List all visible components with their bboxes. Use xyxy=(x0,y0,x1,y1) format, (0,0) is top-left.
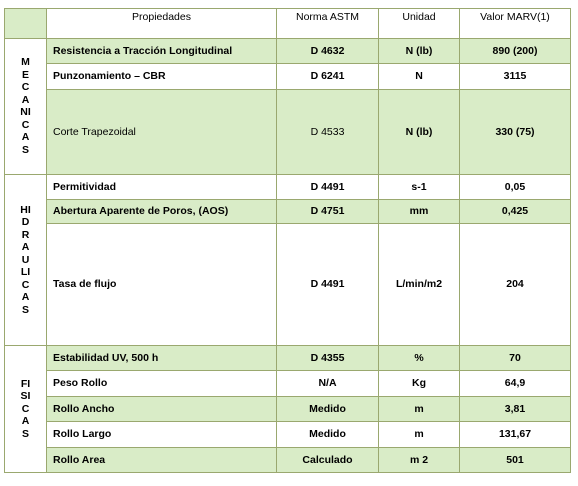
cell-norma: D 6241 xyxy=(277,64,379,90)
table-row xyxy=(5,448,571,473)
table-row xyxy=(5,371,571,397)
cell-norma: D 4491 xyxy=(277,175,379,200)
cell-norma: Medido xyxy=(277,397,379,422)
cell-propiedad: Punzonamiento – CBR xyxy=(47,64,277,90)
group-label-text: HIDRAULICAS xyxy=(20,203,31,316)
cell-propiedad: Permitividad xyxy=(47,175,277,200)
cell-propiedad: Rollo Area xyxy=(47,448,277,473)
header-valor: Valor MARV(1) xyxy=(460,9,571,39)
cell-valor: 501 xyxy=(460,448,571,473)
table-header-row xyxy=(5,9,571,39)
cell-norma: D 4632 xyxy=(277,39,379,64)
cell-propiedad: Estabilidad UV, 500 h xyxy=(47,346,277,371)
cell-unidad: N (lb) xyxy=(379,39,460,64)
cell-valor: 3115 xyxy=(460,64,571,90)
cell-valor: 204 xyxy=(460,224,571,346)
table-row xyxy=(5,90,571,175)
cell-unidad: s-1 xyxy=(379,175,460,200)
cell-norma: D 4355 xyxy=(277,346,379,371)
cell-unidad: L/min/m2 xyxy=(379,224,460,346)
table-row xyxy=(5,346,571,371)
cell-propiedad: Peso Rollo xyxy=(47,371,277,397)
cell-norma: D 4491 xyxy=(277,224,379,346)
cell-norma: D 4533 xyxy=(277,90,379,175)
table-row xyxy=(5,200,571,224)
cell-valor: 70 xyxy=(460,346,571,371)
cell-unidad: m xyxy=(379,397,460,422)
cell-norma: Calculado xyxy=(277,448,379,473)
properties-table xyxy=(4,8,571,473)
cell-propiedad: Corte Trapezoidal xyxy=(47,90,277,175)
cell-propiedad: Rollo Ancho xyxy=(47,397,277,422)
cell-valor: 64,9 xyxy=(460,371,571,397)
cell-unidad: N xyxy=(379,64,460,90)
header-corner-cell xyxy=(5,9,47,39)
cell-norma: N/A xyxy=(277,371,379,397)
cell-unidad: mm xyxy=(379,200,460,224)
group-label-mecanicas xyxy=(5,39,47,175)
cell-unidad: m 2 xyxy=(379,448,460,473)
table-row xyxy=(5,175,571,200)
cell-valor: 131,67 xyxy=(460,422,571,448)
cell-valor: 330 (75) xyxy=(460,90,571,175)
cell-unidad: % xyxy=(379,346,460,371)
group-label-fisicas xyxy=(5,346,47,473)
cell-valor: 3,81 xyxy=(460,397,571,422)
header-unidad: Unidad xyxy=(379,9,460,39)
cell-unidad: N (lb) xyxy=(379,90,460,175)
cell-propiedad: Tasa de flujo xyxy=(47,224,277,346)
cell-propiedad: Rollo Largo xyxy=(47,422,277,448)
cell-valor: 0,05 xyxy=(460,175,571,200)
cell-norma: Medido xyxy=(277,422,379,448)
cell-propiedad: Resistencia a Tracción Longitudinal xyxy=(47,39,277,64)
cell-propiedad: Abertura Aparente de Poros, (AOS) xyxy=(47,200,277,224)
cell-unidad: Kg xyxy=(379,371,460,397)
cell-norma: D 4751 xyxy=(277,200,379,224)
table-row xyxy=(5,422,571,448)
header-propiedades: Propiedades xyxy=(47,9,277,39)
cell-valor: 890 (200) xyxy=(460,39,571,64)
cell-unidad: m xyxy=(379,422,460,448)
table-row xyxy=(5,397,571,422)
header-norma: Norma ASTM xyxy=(277,9,379,39)
group-label-text: FISICAS xyxy=(20,377,31,440)
table-row xyxy=(5,39,571,64)
group-label-text: MECANICAS xyxy=(20,56,31,156)
cell-valor: 0,425 xyxy=(460,200,571,224)
table-row xyxy=(5,64,571,90)
table-row xyxy=(5,224,571,346)
group-label-hidraulicas xyxy=(5,175,47,346)
